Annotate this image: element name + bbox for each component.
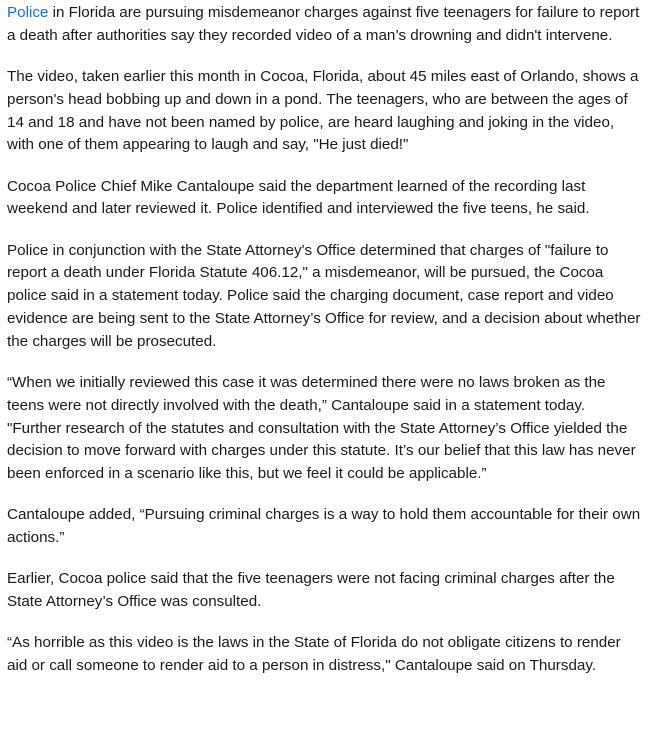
article-body [0,2,649,678]
article-paragraph-2: The video, taken earlier this month in Cocoa, Florida, about 45 miles east of Orlando, shows a person's head bobbing up and down in a pond. The teenagers, who are between the ages of 14 and 18 and have not been named by police, are heard laughing and joking in the video, with one of them appearing to laugh and say, "He just died!" [7,67,639,154]
article-paragraph-6: Cantaloupe added, “Pursuing criminal charges is a way to hold them accountable for their own actions.” [7,506,641,547]
article-paragraph-5: “When we initially reviewed this case it was determined there were no laws broken as the teens were not directly involved with the death,” Cantaloupe said in a statement today. "Further research of the statutes and consultation with the State Attorney’s Office yielded the decision to move forward with charges under this statute. It’s our belief that this law has never been enforced in a scenario like this, but we feel it could be applicable.” [7,373,636,483]
article-paragraph-7: Earlier, Cocoa police said that the five teenagers were not facing criminal charges after the State Attorney’s Office was consulted. [7,570,615,611]
article-paragraph-4: Police in conjunction with the State Attorney's Office determined that charges of "failure to report a death under Florida Statute 406.12," a misdemeanor, will be pursued, the Cocoa police said in a statement today. Police said the charging document, case report and video evidence are being sent to the State Attorney’s Office for review, and a decision about whether the charges will be prosecuted. [7,241,641,350]
article-paragraph-1 [7,2,643,48]
article-paragraph-3: Cocoa Police Chief Mike Cantaloupe said the department learned of the recording last weekend and later reviewed it. Police identified and interviewed the five teens, he said. [7,177,590,218]
police-link[interactable]: Police [7,4,49,21]
paragraph-1-text: in Florida are pursuing misdemeanor charges against five teenagers for failure to report a death after authorities say they recorded video of a man’s drowning and didn't intervene. [7,4,640,44]
article-paragraph-8: “As horrible as this video is the laws in the State of Florida do not obligate citizens to render aid or call someone to render aid to a person in distress," Cantaloupe said on Thursday. [7,634,621,675]
